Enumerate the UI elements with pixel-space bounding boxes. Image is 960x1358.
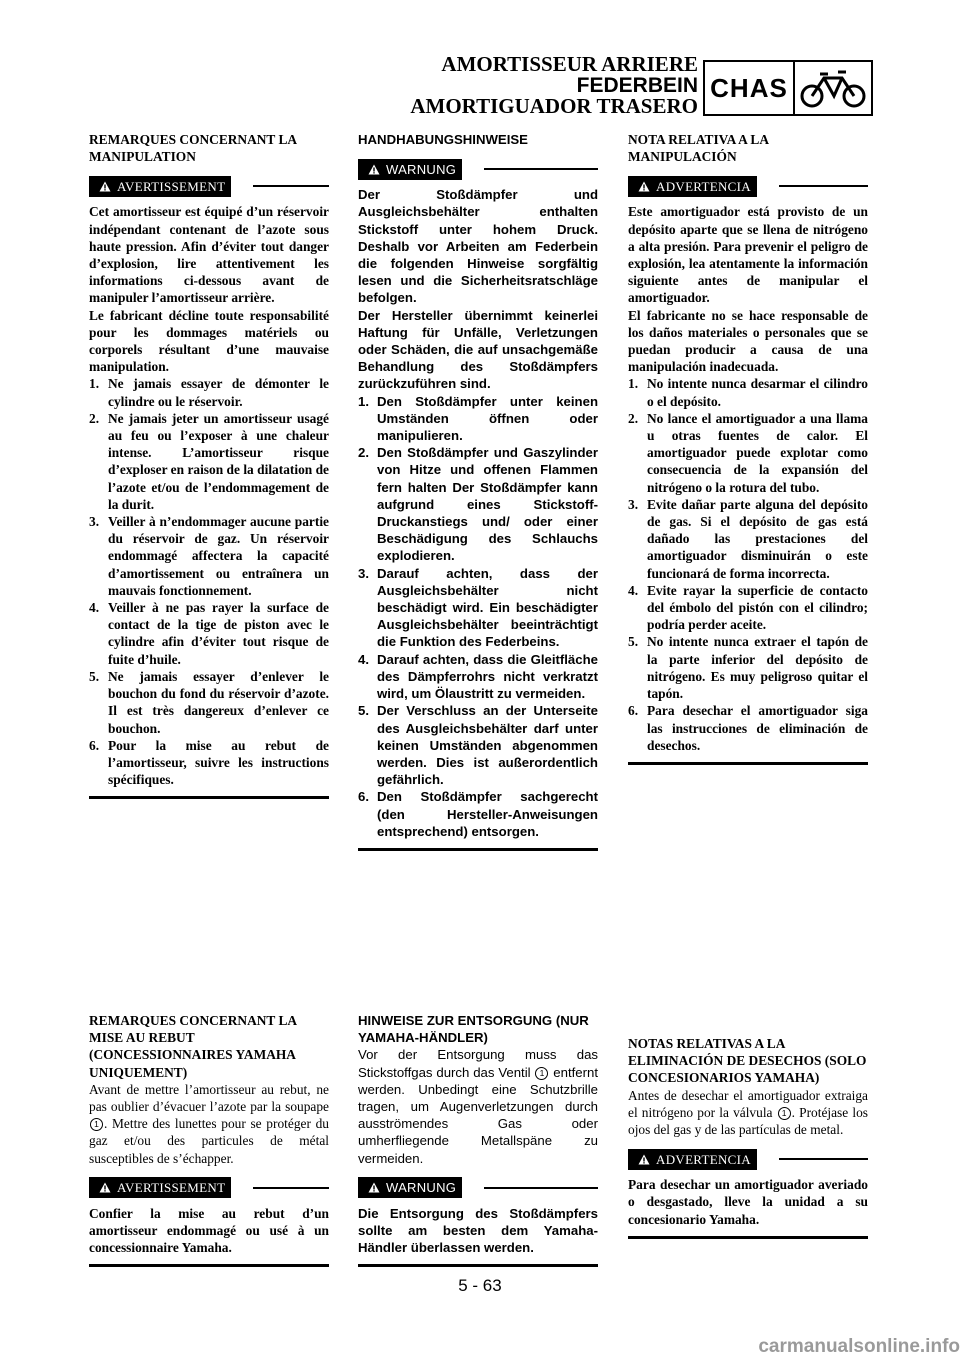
warning-triangle-icon <box>99 1182 111 1193</box>
fr-disposal-section <box>89 1012 329 1267</box>
es-disposal-warning-rule <box>779 1158 868 1160</box>
list-item: 4. Evite rayar la superficie de contacto del émbolo del pistón con el cilindro; podría perder aceite. <box>628 582 868 633</box>
es-disposal-text: Antes de desechar el amortiguador extraiga el nitrógeno por la válvula 1 . Protéjase los ojos del gas y de las partículas de metal. <box>628 1087 868 1138</box>
list-item: 6. Den Stoßdämpfer sachgerecht (den Hersteller-Anweisungen entsprechend) entsorgen. <box>358 789 598 839</box>
de-disposal-title: HINWEISE ZUR ENTSORGUNG (NUR YAMAHA-HÄNDLER) <box>358 1013 589 1046</box>
de-warning-label: WARNUNG <box>386 161 457 177</box>
es-intro: Este amortiguador está provisto de un depósito aparte que se llena de nitrógeno a alta presión. Para prevenir el peligro de explosión, lea atentamente la información siguiente antes de manipular el amortiguador. <box>628 204 868 306</box>
warning-triangle-icon <box>638 181 650 192</box>
fr-disposal-warning-tag <box>89 1177 231 1198</box>
es-disposal-title: NOTAS RELATIVAS A LA ELIMINACIÓN DE DESECHOS (SOLO CONCESIONARIOS YAMAHA) <box>628 1036 867 1086</box>
fr-handling-title: REMARQUES CONCERNANT LA MANIPULATION <box>89 132 297 165</box>
warning-triangle-icon <box>638 1154 650 1165</box>
list-item: 3. Veiller à n’endommager aucune partie du réservoir de gaz. Un réservoir endommagé affectera la capacité d’amortissement ou entraînera un mauvais fonctionnement. <box>89 514 329 598</box>
es-disposal-warning-label: ADVERTENCIA <box>656 1151 751 1167</box>
list-item: 5. Der Verschluss an der Unterseite des Ausgleichsbehälter darf unter keinen Umständen abgenommen werden. Dies ist außerordentlich gefährlich. <box>358 703 598 788</box>
es-warning-rule <box>779 185 868 187</box>
fr-disclaimer: Le fabricant décline toute responsabilité pour les dommages matériels ou corporels résultant d’une mauvaise manipulation. <box>89 307 329 375</box>
list-item: 5. No intente nunca extraer el tapón de la parte inferior del depósito de nitrógeno. Es muy peligroso quitar el tapón. <box>628 634 868 702</box>
list-item: 1. No intente nunca desarmar el cilindro o el depósito. <box>628 376 868 409</box>
watermark: carmanualsonline.info <box>758 1336 960 1357</box>
warning-triangle-icon <box>368 164 380 175</box>
de-warning-tag <box>358 159 462 180</box>
list-item: 1. Den Stoßdämpfer unter keinen Umständen öffnen oder manipulieren. <box>358 393 598 444</box>
fr-disposal-end-rule <box>89 1264 329 1267</box>
es-warning-tag <box>628 176 757 197</box>
list-item: 6. Para desechar el amortiguador siga las instrucciones de eliminación de desechos. <box>628 703 868 753</box>
section-badge <box>703 60 873 116</box>
section-code: CHAS <box>705 62 795 114</box>
callout-1: 1 <box>778 1107 791 1120</box>
title-es: AMORTIGUADOR TRASERO <box>410 94 698 118</box>
list-item: 5. Ne jamais essayer d’enlever le bouchon du fond du réservoir d’azote. Il est très dangereux d’enlever ce bouchon. <box>89 668 329 736</box>
callout-1: 1 <box>90 1118 103 1131</box>
de-handling-title: HANDHABUNGSHINWEISE <box>358 132 528 147</box>
header-titles <box>410 54 698 117</box>
fr-warning-label: AVERTISSEMENT <box>117 178 226 194</box>
fr-warning-tag <box>89 176 231 197</box>
fr-warning-header <box>89 175 329 197</box>
de-intro: Der Stoßdämpfer und Ausgleichsbehälter enthalten Stickstoff unter hohem Druck. Deshalb vor Arbeiten am Federbein die folgenden Hinweise sorgfältig lesen und die Sicherheitsratschläge befolgen. <box>358 187 598 306</box>
list-item: 2. Ne jamais jeter un amortisseur usagé au feu ou l’exposer à une chaleur intense. L’amortisseur risque d’exploser en raison de la dilatation de l’azote et/ou de l’endommagement de la durit. <box>89 410 329 512</box>
de-disposal-warning-rule <box>484 1187 598 1189</box>
es-handling-title: NOTA RELATIVA A LA MANIPULACIÓN <box>628 132 769 165</box>
list-item: 2. No lance el amortiguador a una llama u otras fuentes de calor. El amortiguador puede explotar como consecuencia de la expansión del nitrógeno o la rotura del tubo. <box>628 410 868 495</box>
fr-intro: Cet amortisseur est équipé d’un réservoir indépendant contenant de l’azote sous haute pression. Afin d’éviter tout danger d’explosion, lire attentivement les informations ci-dessous avant de manipuler l’amortisseur arrière. <box>89 204 329 306</box>
fr-disposal-warning-header <box>89 1177 329 1199</box>
fr-disposal-warning: Confier la mise au rebut d’un amortisseur endommagé ou usé à un concessionnaire Yamaha. <box>89 1205 329 1256</box>
list-item: 4. Veiller à ne pas rayer la surface de contact de la tige de piston avec le cylindre afin d’éviter tout risque de fuite d’huile. <box>89 600 329 667</box>
fr-disposal-text: Avant de mettre l’amortisseur au rebut, ne pas oublier d’évacuer l’azote par la soupape 1 . Mettre des lunettes pour se protéger du gaz et/ou des particules de métal susceptibles de s’échapper. <box>89 1081 329 1166</box>
es-handling-section <box>628 131 868 765</box>
fr-handling-section <box>89 131 329 799</box>
de-handling-section <box>358 131 598 851</box>
de-disposal-warning-tag <box>358 1177 462 1198</box>
de-disposal-warning: Die Entsorgung des Stoßdämpfers sollte am besten dem Yamaha-Händler überlassen werden. <box>358 1205 598 1256</box>
list-item: 1. Ne jamais essayer de démonter le cylindre ou le réservoir. <box>89 376 329 409</box>
list-item: 3. Evite dañar parte alguna del depósito de gas. Si el depósito de gas está dañado las prestaciones del amortiguador disminuirán o este funcionará de forma incorrecta. <box>628 496 868 581</box>
callout-1: 1 <box>535 1067 548 1080</box>
es-warning-header <box>628 175 868 197</box>
de-disposal-end-rule <box>358 1264 598 1267</box>
de-disposal-section <box>358 1012 598 1267</box>
fr-items-list <box>89 375 329 788</box>
fr-disposal-warning-label: AVERTISSEMENT <box>117 1180 226 1196</box>
list-item: 2. Den Stoßdämpfer und Gaszylinder von Hitze und offenen Flammen fern halten Der Stoßdämpfer kann aufgrund eines Stickstoff-Druckanstiegs und/ oder einer Beschädigung des Schlauchs explodieren. <box>358 445 598 564</box>
es-disposal-warning: Para desechar un amortiguador averiado o desgastado, lleve la unidad a su concesionario Yamaha. <box>628 1177 868 1227</box>
es-disclaimer: El fabricante no se hace responsable de los daños materiales o personales que se puedan producir a causa de una manipulación inadecuada. <box>628 307 868 375</box>
de-disposal-warning-header <box>358 1177 598 1199</box>
fr-warning-end-rule <box>89 796 329 799</box>
fr-disposal-title: REMARQUES CONCERNANT LA MISE AU REBUT (CONCESSIONNAIRES YAMAHA UNIQUEMENT) <box>89 1013 297 1080</box>
motorcycle-icon <box>795 62 871 114</box>
es-disposal-warning-tag <box>628 1149 757 1170</box>
es-disposal-section <box>628 1035 868 1239</box>
de-items-list <box>358 393 598 840</box>
warning-triangle-icon <box>99 181 111 192</box>
fr-warning-rule <box>253 185 329 187</box>
es-items-list <box>628 375 868 753</box>
es-disposal-end-rule <box>628 1236 868 1239</box>
warning-triangle-icon <box>368 1182 380 1193</box>
de-disposal-warning-label: WARNUNG <box>386 1180 457 1196</box>
title-de: FEDERBEIN <box>576 74 698 97</box>
de-warning-rule <box>484 168 598 170</box>
de-warning-end-rule <box>358 848 598 851</box>
es-warning-label: ADVERTENCIA <box>656 178 751 194</box>
es-warning-end-rule <box>628 762 868 765</box>
fr-disposal-warning-rule <box>253 1187 329 1189</box>
de-disclaimer: Der Hersteller übernimmt keinerlei Haftung für Unfälle, Verletzungen oder Schäden, die auf unsachgemäße Behandlung des Stoßdämpfers zurückzuführen sind. <box>358 307 598 392</box>
list-item: 6. Pour la mise au rebut de l’amortisseur, suivre les instructions spécifiques. <box>89 737 329 788</box>
title-fr: AMORTISSEUR ARRIERE <box>441 52 698 76</box>
list-item: 3. Darauf achten, dass der Ausgleichsbehälter nicht beschädigt wird. Ein beschädigter Ausgleichsbehälter beeinträchtigt die Funktion des Federbeins. <box>358 565 598 650</box>
de-disposal-text: Vor der Entsorgung muss das Stickstoffgas durch das Ventil 1 entfernt werden. Unbedingt eine Schutzbrille tragen, um Augenverletzungen durch ausströmendes Gas oder umherfliegende Metallspäne zu vermeiden. <box>358 1047 599 1166</box>
list-item: 4. Darauf achten, dass die Gleitfläche des Dämpferrohrs nicht verkratzt wird, um Ölaustritt zu vermeiden. <box>358 651 598 702</box>
es-disposal-warning-header <box>628 1148 868 1170</box>
de-warning-header <box>358 158 598 180</box>
page-number: 5 - 63 <box>458 1276 502 1295</box>
